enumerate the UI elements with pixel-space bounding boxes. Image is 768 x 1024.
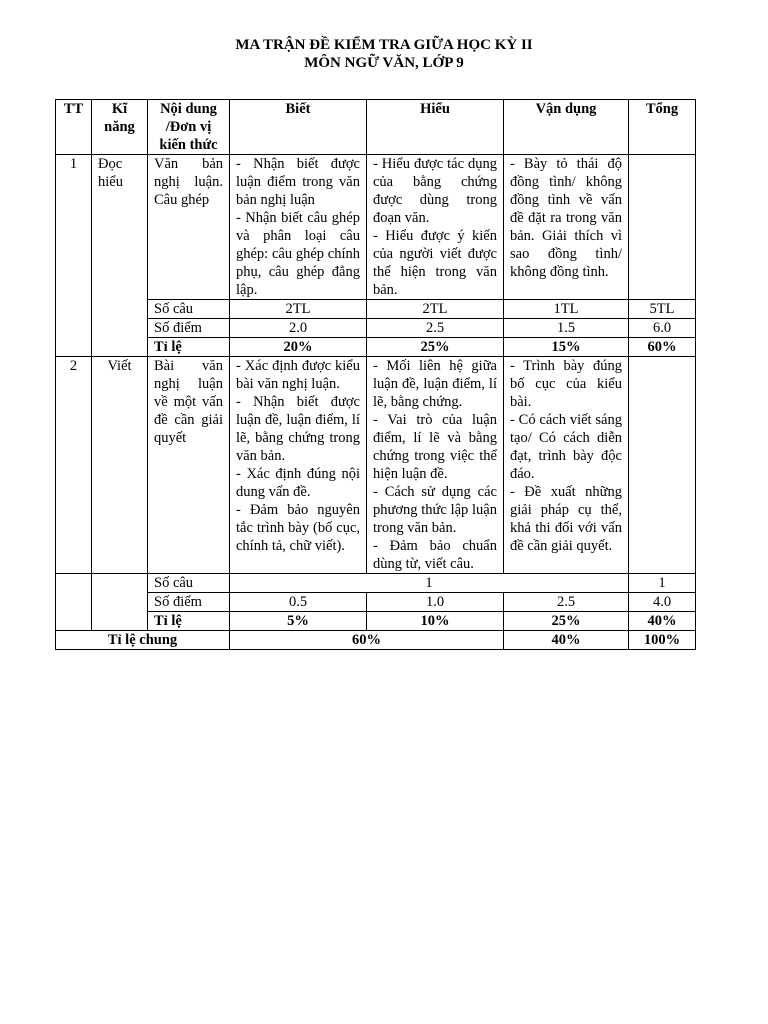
cell-line: - Đề xuất những giải pháp cụ thể, khả thi đối với vấn đề cần giải quyết.: [510, 484, 622, 554]
table-row: [56, 155, 696, 300]
row2-ti-le-biet: 5%: [230, 612, 367, 631]
row1-so-cau-tong: 5TL: [629, 300, 696, 319]
cell-line: - Nhận biết câu ghép và phân loại câu ghép: câu ghép chính phụ, câu ghép đẳng lập.: [236, 210, 360, 298]
row2-ti-le-tong: 40%: [629, 612, 696, 631]
row1-ti-le-tong: 60%: [629, 338, 696, 357]
table-row: [56, 574, 696, 593]
header-content-line3: kiến thức: [159, 137, 218, 153]
row2-so-diem-hieu: 1.0: [367, 593, 504, 612]
row1-van-dung: [504, 155, 629, 300]
row2-tt-blank: [56, 574, 92, 631]
cell-line: - Đảm bảo chuẩn dùng từ, viết câu.: [373, 538, 497, 572]
cell-line: - Hiểu được ý kiến của người viết được thể hiện trong văn bản.: [373, 228, 497, 298]
page-subtitle: MÔN NGỮ VĂN, LỚP 9: [304, 55, 464, 71]
footer-label: Tỉ lệ chung: [56, 631, 230, 650]
cell-line: - Bày tỏ thái độ đồng tình/ không đồng tình về vấn đề đặt ra trong văn bản. Giải thích vì sao đồng tình/ không đồng tình.: [510, 156, 622, 280]
row2-ti-le-van-dung: 25%: [504, 612, 629, 631]
row1-so-diem-van-dung: 1.5: [504, 319, 629, 338]
row2-tt: 2: [56, 357, 92, 574]
row2-van-dung: [504, 357, 629, 574]
cell-line: - Có cách viết sáng tạo/ Có cách diễn đạt, trình bày độc đáo.: [510, 412, 622, 482]
row2-so-diem-label: Số điểm: [148, 593, 230, 612]
row2-content: Bài văn nghị luận về một vấn đề cần giải quyết: [148, 357, 230, 574]
matrix-table: [55, 99, 696, 650]
page-title: MA TRẬN ĐỀ KIỂM TRA GIỮA HỌC KỲ II: [235, 37, 533, 53]
table-row: [56, 612, 696, 631]
row1-so-diem-biet: 2.0: [230, 319, 367, 338]
row1-ti-le-van-dung: 15%: [504, 338, 629, 357]
cell-line: - Cách sử dụng các phương thức lập luận trong văn bản.: [373, 484, 497, 536]
row1-hieu: [367, 155, 504, 300]
footer-row: [56, 631, 696, 650]
row2-skill-blank: [92, 574, 148, 631]
row1-so-cau-hieu: 2TL: [367, 300, 504, 319]
table-row: [56, 593, 696, 612]
row1-so-cau-biet: 2TL: [230, 300, 367, 319]
cell-line: - Mối liên hệ giữa luận đề, luận điểm, lí lẽ, bằng chứng.: [373, 358, 497, 410]
footer-van-dung: 40%: [504, 631, 629, 650]
cell-line: - Vai trò của luận điểm, lí lẽ và bằng chứng trong việc thể hiện luận đề.: [373, 412, 497, 482]
row2-skill: Viết: [92, 357, 148, 574]
header-skill-line1: Kĩ: [111, 101, 128, 117]
cell-line: - Xác định đúng nội dung vấn đề.: [236, 466, 360, 500]
row2-so-cau-label: Số câu: [148, 574, 230, 593]
cell-line: - Trình bày đúng bố cục của kiểu bài.: [510, 358, 622, 410]
header-tt: TT: [56, 100, 92, 155]
header-hieu: Hiểu: [367, 100, 504, 155]
row1-so-diem-hieu: 2.5: [367, 319, 504, 338]
row2-so-cau-tong: 1: [629, 574, 696, 593]
row1-content: Văn bản nghị luận. Câu ghép: [148, 155, 230, 300]
row2-so-diem-van-dung: 2.5: [504, 593, 629, 612]
row2-so-diem-biet: 0.5: [230, 593, 367, 612]
footer-biet-hieu: 60%: [230, 631, 504, 650]
row2-ti-le-hieu: 10%: [367, 612, 504, 631]
table-row: [56, 338, 696, 357]
table-row: [56, 300, 696, 319]
header-tong: Tổng: [629, 100, 696, 155]
table-row: [56, 357, 696, 574]
row2-tong: [629, 357, 696, 574]
row1-ti-le-label: Tỉ lệ: [148, 338, 230, 357]
header-content-line2: /Đơn vị: [165, 119, 212, 135]
row1-so-cau-label: Số câu: [148, 300, 230, 319]
row2-biet: [230, 357, 367, 574]
row1-skill: Đọc hiểu: [92, 155, 148, 357]
row1-biet: [230, 155, 367, 300]
cell-line: - Đảm bảo nguyên tắc trình bày (bố cục, chính tả, chữ viết).: [236, 502, 360, 554]
header-content-line1: Nội dung: [160, 101, 217, 117]
row1-ti-le-hieu: 25%: [367, 338, 504, 357]
row1-tt: 1: [56, 155, 92, 357]
table-row: [56, 319, 696, 338]
row2-hieu: [367, 357, 504, 574]
header-biet: Biết: [230, 100, 367, 155]
row1-so-cau-van-dung: 1TL: [504, 300, 629, 319]
header-van-dung: Vận dụng: [504, 100, 629, 155]
header-row: [56, 100, 696, 155]
row1-ti-le-biet: 20%: [230, 338, 367, 357]
footer-tong: 100%: [629, 631, 696, 650]
cell-line: - Hiểu được tác dụng của bằng chứng được dùng trong đoạn văn.: [373, 156, 497, 226]
cell-line: - Nhận biết được luận đề, luận điểm, lí lẽ, bằng chứng trong văn bản.: [236, 394, 360, 464]
cell-line: - Nhận biết được luận điểm trong văn bản nghị luận: [236, 156, 360, 208]
row1-so-diem-tong: 6.0: [629, 319, 696, 338]
row2-so-cau-merged: 1: [230, 574, 629, 593]
row1-tong: [629, 155, 696, 300]
header-skill-line2: năng: [104, 119, 135, 135]
row1-so-diem-label: Số điểm: [148, 319, 230, 338]
header-content: [148, 100, 230, 155]
row2-so-diem-tong: 4.0: [629, 593, 696, 612]
row2-ti-le-label: Tỉ lệ: [148, 612, 230, 631]
cell-line: - Xác định được kiểu bài văn nghị luận.: [236, 358, 360, 392]
header-skill: [92, 100, 148, 155]
